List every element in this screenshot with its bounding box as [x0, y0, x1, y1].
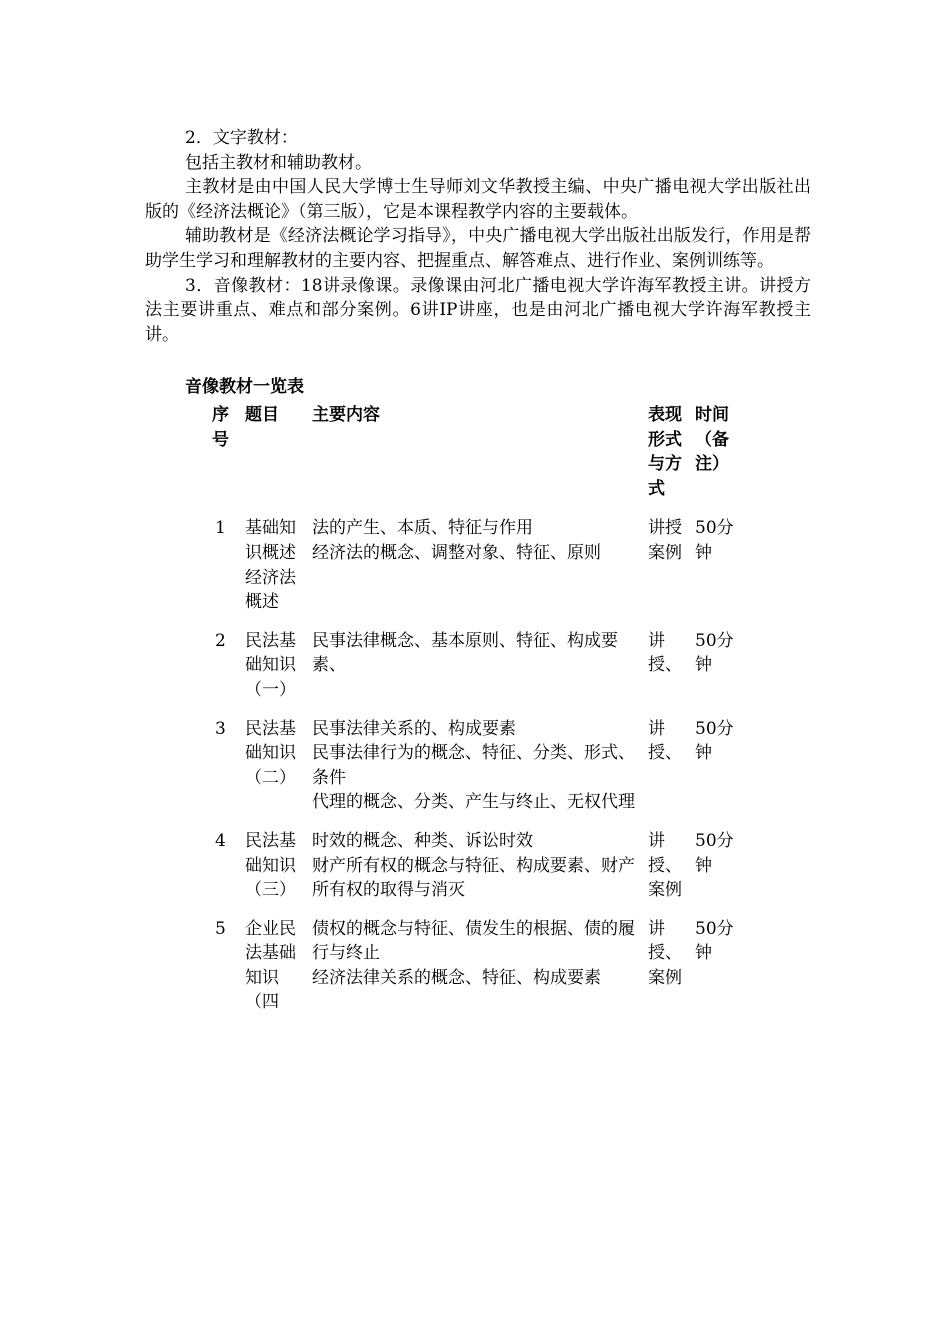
table-row: [212, 717, 739, 829]
row-time: 50分钟: [695, 830, 734, 876]
paragraph-main-textbook: 主教材是由中国人民大学博士生导师刘文华教授主编、中央广播电视大学出版社出版的《经济法概论》（第三版），它是本课程教学内容的主要载体。: [145, 177, 811, 222]
table-header-row: [212, 403, 739, 516]
row-time: 50分钟: [695, 630, 734, 676]
paragraph-audio-video-materials: 3．音像教材：18讲录像课。录像课由河北广播电视大学许海军教授主讲。讲授方法主要讲重点、难点和部分案例。6讲IP讲座，也是由河北广播电视大学许海军教授主讲。: [145, 275, 811, 345]
paragraph-auxiliary-textbook: 辅助教材是《经济法概论学习指导》，中央广播电视大学出版社出版发行，作用是帮助学生学习和理解教材的主要内容、把握重点、解答难点、进行作业、案例训练等。: [145, 226, 811, 271]
row-num: 5: [215, 918, 226, 939]
content-line: 经济法律关系的概念、特征、构成要素: [312, 967, 601, 988]
header-content: 主要内容: [312, 405, 380, 425]
content-line: 经济法的概念、调整对象、特征、原则: [312, 542, 601, 563]
row-title: 企业民法基础知识（四: [245, 918, 296, 1013]
row-form: 讲授、: [648, 630, 682, 676]
header-title: 题目: [245, 405, 279, 425]
body-text: [145, 126, 811, 347]
row-title: 民法基础知识（一）: [245, 630, 296, 700]
content-line: 民事法律行为的概念、特征、分类、形式、条件: [312, 743, 635, 788]
row-time: 50分钟: [695, 918, 734, 964]
row-num: 3: [215, 718, 226, 739]
row-title: 民法基础知识（二）: [245, 718, 296, 788]
content-line: 债权的概念与特征、债发生的根据、债的履行与终止: [312, 918, 635, 964]
paragraph-text-materials-intro: 包括主教材和辅助教材。: [185, 152, 372, 173]
row-content: [312, 516, 648, 628]
content-line: 时效的概念、种类、诉讼时效: [312, 830, 533, 851]
table-row: [212, 516, 739, 628]
media-materials-table: [212, 403, 739, 1029]
content-line: 民事法律概念、基本原则、特征、构成要素、: [312, 630, 618, 676]
row-num: 2: [215, 630, 226, 651]
row-content: [312, 829, 648, 917]
content-line: 民事法律关系的、构成要素: [312, 718, 516, 739]
table-title: 音像教材一览表: [185, 377, 304, 397]
row-time: 50分钟: [695, 718, 734, 764]
table-row: [212, 629, 739, 717]
row-num: 4: [215, 830, 226, 851]
row-num: 1: [215, 518, 226, 539]
row-content: [312, 717, 648, 829]
row-form: 讲授案例: [648, 518, 682, 563]
table-row: [212, 829, 739, 917]
row-form: 讲授、: [648, 718, 682, 764]
row-form: 讲授、案例: [648, 830, 682, 901]
content-line: 法的产生、本质、特征与作用: [312, 518, 533, 539]
row-form: 讲授、案例: [648, 918, 682, 988]
header-time: 时间（备注）: [695, 405, 729, 475]
content-line: 财产所有权的概念与特征、构成要素、财产所有权的取得与消灭: [312, 855, 635, 901]
header-num: 序号: [212, 405, 229, 450]
row-content: [312, 917, 648, 1029]
header-form: 表现形式与方式: [648, 405, 682, 499]
content-line: 代理的概念、分类、产生与终止、无权代理: [312, 792, 635, 813]
row-title: 基础知识概述经济法概述: [245, 518, 296, 613]
table-row: [212, 917, 739, 1029]
row-content: [312, 629, 648, 717]
row-title: 民法基础知识（三）: [245, 830, 296, 901]
paragraph-text-materials-heading: 2．文字教材：: [185, 128, 298, 148]
row-time: 50分钟: [695, 518, 734, 563]
